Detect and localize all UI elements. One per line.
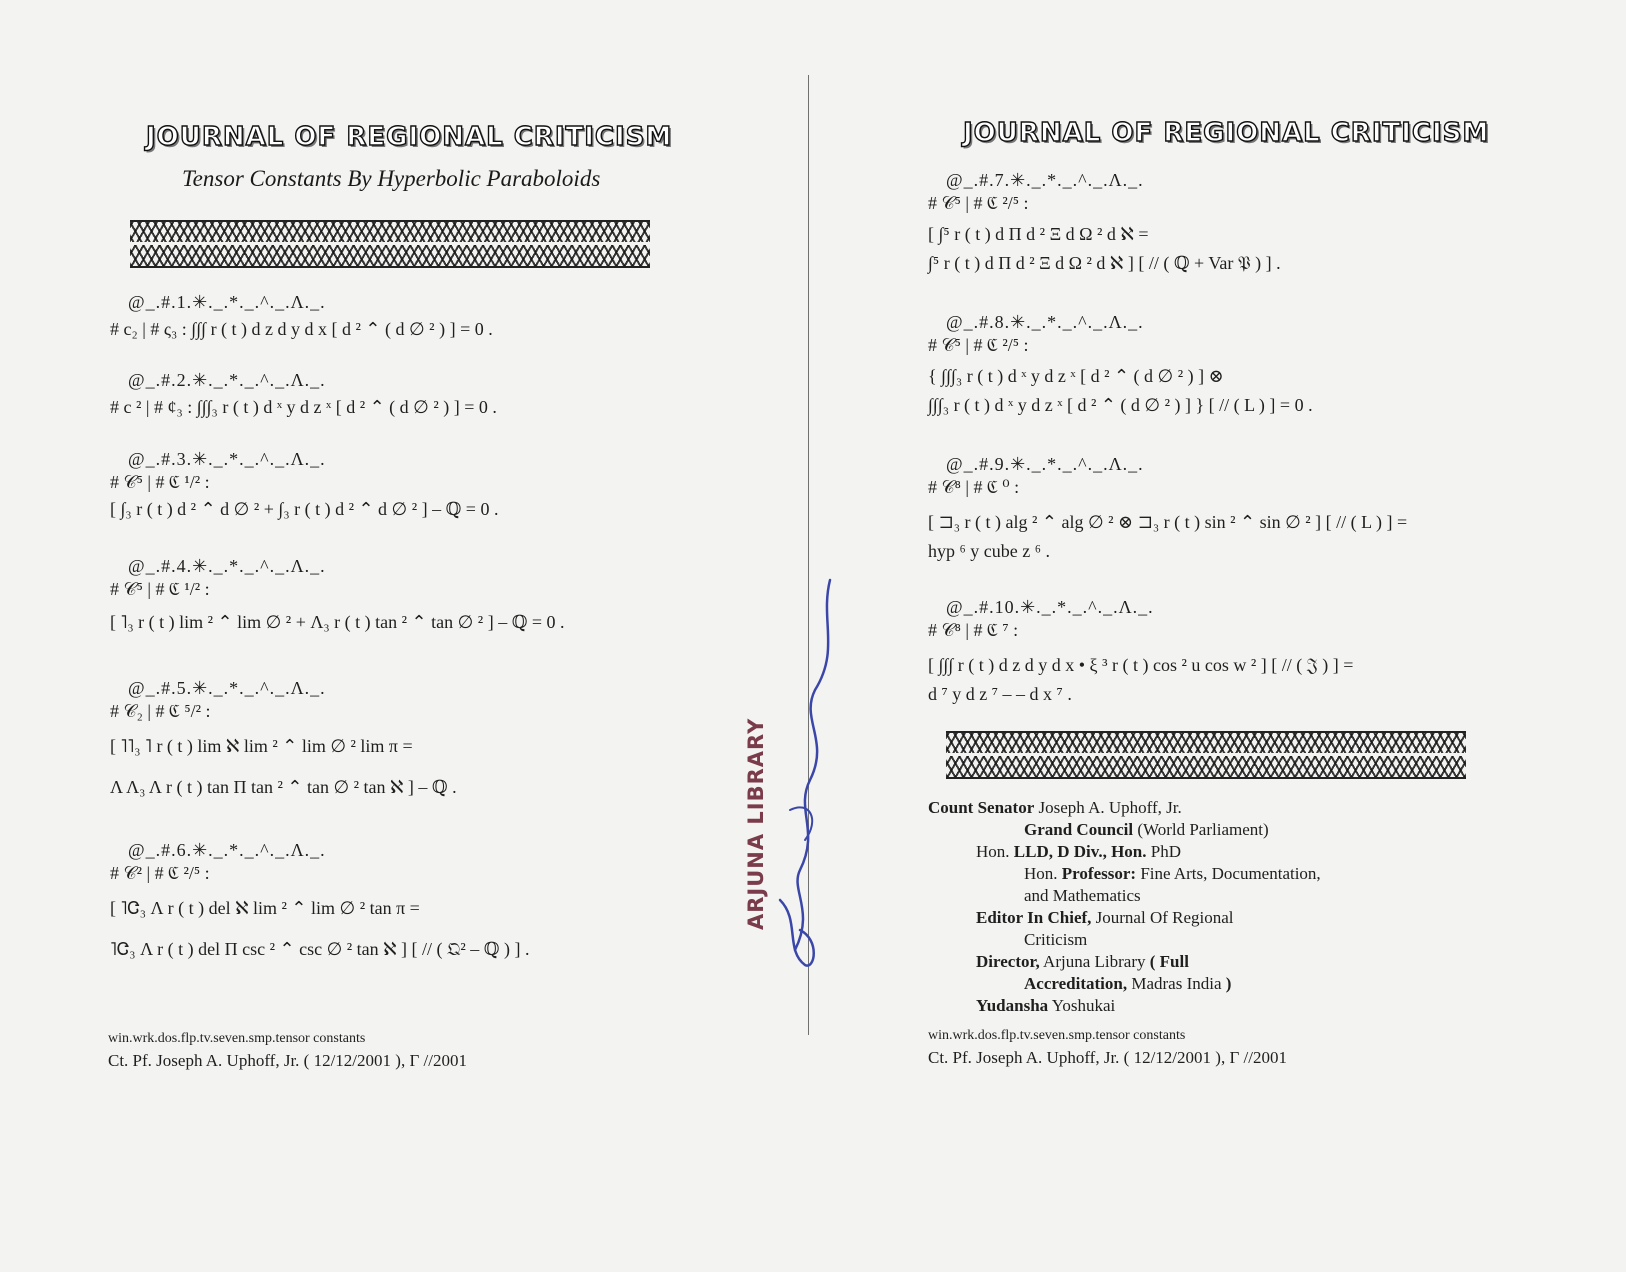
entry-formula-line: [ ⊐₃ r ( t ) alg ² ⌃ alg ∅ ² ⊗ ⊐₃ r ( t ) sin ² ⌃ sin ∅ ² ] [ // ( L ) ] =	[928, 512, 1408, 532]
library-stamp: ARJUNA LIBRARY	[744, 717, 768, 930]
bio-line: Yudansha Yoshukai	[976, 996, 1116, 1015]
entry-heading: @_.#.8.✳._.*._.^._.Λ._.	[946, 312, 1144, 332]
entry-heading: @_.#.1.✳._.*._.^._.Λ._.	[128, 292, 326, 312]
entry-formula-line: ∫∫∫₃ r ( t ) d ˣ y d z ˣ [ d ² ⌃ ( d ∅ ² ) ] } [ // ( L ) ] = 0 .	[928, 395, 1313, 415]
entry-formula-line: # c ² | # ¢₃ : ∫∫∫₃ r ( t ) d ˣ y d z ˣ [ d ² ⌃ ( d ∅ ² ) ] = 0 .	[110, 397, 497, 417]
left-entry-1	[110, 292, 493, 340]
right-ornament-band	[946, 731, 1466, 779]
entry-index: # 𝒞⁵ | # ℭ ²/⁵ :	[928, 193, 1029, 213]
left-entry-3	[110, 449, 498, 520]
left-entry-2	[110, 370, 497, 418]
bio-line: Grand Council (World Parliament)	[1024, 820, 1269, 839]
bio-line: Accreditation, Madras India )	[1024, 974, 1232, 993]
right-entry-7	[928, 170, 1281, 274]
entry-heading: @_.#.3.✳._.*._.^._.Λ._.	[128, 449, 326, 469]
entry-formula-line: ˥Ꮳ₃ Λ r ( t ) del Π csc ² ⌃ csc ∅ ² tan ℵ ] [ // ( 𝔔² – ℚ ) ] .	[110, 939, 530, 959]
entry-index: # 𝒞⁵ | # ℭ ²/⁵ :	[928, 335, 1029, 355]
entry-formula-line: { ∫∫∫₃ r ( t ) d ˣ y d z ˣ [ d ² ⌃ ( d ∅ ² ) ] ⊗	[928, 366, 1224, 386]
entry-formula-line: [ ˥˥₃ ˥ r ( t ) lim ℵ lim ² ⌃ lim ∅ ² lim π =	[110, 736, 413, 756]
entry-formula-line: d ⁷ y d z ⁷ – – d x ⁷ .	[928, 684, 1072, 704]
entry-index: # 𝒞² | # ℭ ²/⁵ :	[110, 863, 210, 883]
right-footer-credit: Ct. Pf. Joseph A. Uphoff, Jr. ( 12/12/2001 ), Γ //2001	[928, 1048, 1287, 1067]
entry-heading: @_.#.7.✳._.*._.^._.Λ._.	[946, 170, 1144, 190]
right-journal-title: JOURNAL OF REGIONAL CRITICISM	[963, 118, 1490, 148]
left-footer-filename: win.wrk.dos.flp.tv.seven.smp.tensor constants	[108, 1031, 366, 1046]
entry-heading: @_.#.6.✳._.*._.^._.Λ._.	[128, 840, 326, 860]
handwritten-signature	[760, 560, 850, 980]
right-entry-9	[928, 454, 1407, 562]
entry-formula-line: ∫⁵ r ( t ) d Π d ² Ξ d Ω ² d ℵ ] [ // ( ℚ + Var 𝔓 ) ] .	[928, 253, 1281, 273]
bio-line: Count Senator Joseph A. Uphoff, Jr.	[928, 798, 1182, 817]
right-footer-filename: win.wrk.dos.flp.tv.seven.smp.tensor constants	[928, 1028, 1186, 1043]
entry-formula-line: # c₂ | # ς₃ : ∫∫∫ r ( t ) d z d y d x [ d ² ⌃ ( d ∅ ² ) ] = 0 .	[110, 319, 493, 339]
entry-formula-line: [ ˥₃ r ( t ) lim ² ⌃ lim ∅ ² + Λ₃ r ( t ) tan ² ⌃ tan ∅ ² ] – ℚ = 0 .	[110, 612, 565, 632]
bio-line: Criticism	[1024, 930, 1088, 949]
left-subtitle: Tensor Constants By Hyperbolic Paraboloids	[182, 166, 601, 191]
bio-line: Hon. Professor: Fine Arts, Documentation,	[1024, 864, 1321, 883]
bio-line: Director, Arjuna Library ( Full	[976, 952, 1189, 971]
entry-formula-line: [ ∫₃ r ( t ) d ² ⌃ d ∅ ² + ∫₃ r ( t ) d ² ⌃ d ∅ ² ] – ℚ = 0 .	[110, 499, 499, 519]
left-entry-6	[110, 840, 529, 960]
entry-index: # 𝒞⁵ | # ℭ ¹/² :	[110, 472, 210, 492]
entry-formula-line: hyp ⁶ y cube z ⁶ .	[928, 541, 1051, 561]
right-entry-10	[928, 597, 1353, 705]
left-entry-5	[110, 678, 457, 798]
right-entry-8	[928, 312, 1313, 416]
entry-index: # 𝒞⁸ | # ℭ ⁷ :	[928, 620, 1019, 640]
left-journal-title: JOURNAL OF REGIONAL CRITICISM	[146, 122, 673, 152]
entry-index: # 𝒞₂ | # ℭ ⁵/² :	[110, 701, 211, 721]
entry-heading: @_.#.9.✳._.*._.^._.Λ._.	[946, 454, 1144, 474]
entry-heading: @_.#.10.✳._.*._.^._.Λ._.	[946, 597, 1154, 617]
bio-line: Editor In Chief, Journal Of Regional	[976, 908, 1234, 927]
entry-index: # 𝒞⁸ | # ℭ ⁰ :	[928, 477, 1020, 497]
entry-formula-line: [ ∫⁵ r ( t ) d Π d ² Ξ d Ω ² d ℵ =	[928, 224, 1149, 244]
entry-heading: @_.#.4.✳._.*._.^._.Λ._.	[128, 556, 326, 576]
bio-line: Hon. LLD, D Div., Hon. PhD	[976, 842, 1181, 861]
entry-heading: @_.#.2.✳._.*._.^._.Λ._.	[128, 370, 326, 390]
left-footer-credit: Ct. Pf. Joseph A. Uphoff, Jr. ( 12/12/2001 ), Γ //2001	[108, 1051, 467, 1070]
bio-line: and Mathematics	[1024, 886, 1141, 905]
entry-formula-line: [ ∫∫∫ r ( t ) d z d y d x • ξ ³ r ( t ) cos ² u cos w ² ] [ // ( 𝔍 ) ] =	[928, 655, 1354, 675]
entry-index: # 𝒞⁵ | # ℭ ¹/² :	[110, 579, 210, 599]
left-ornament-band	[130, 220, 650, 268]
entry-formula-line: Λ Λ₃ Λ r ( t ) tan Π tan ² ⌃ tan ∅ ² tan ℵ ] – ℚ .	[110, 777, 457, 797]
left-entry-4	[110, 556, 565, 633]
entry-formula-line: [ ˥Ꮳ₃ Λ r ( t ) del ℵ lim ² ⌃ lim ∅ ² tan π =	[110, 898, 420, 918]
entry-heading: @_.#.5.✳._.*._.^._.Λ._.	[128, 678, 326, 698]
author-bio	[928, 797, 1321, 1017]
